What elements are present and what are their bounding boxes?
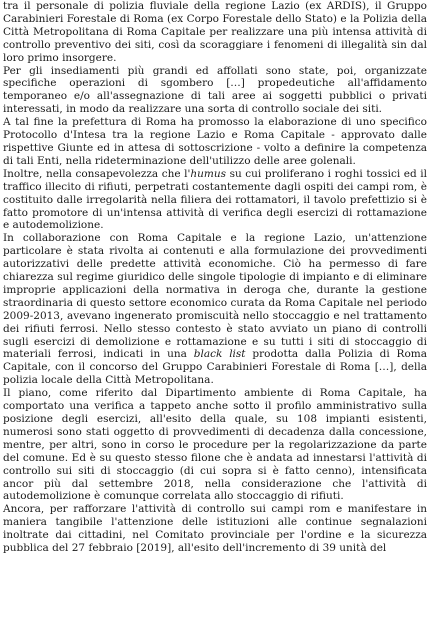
text-run: Per gli insediamenti più grandi ed affollati sono state, poi, organizzate specifiche operazioni di sgombero […] propedeutiche all'affidamento temporaneo e/o all'assegnazione di tali aree ai soggetti pubblici o privati interessati, in modo da realizzare una sorta di controllo sociale dei siti. — [3, 64, 427, 116]
paragraph-1 — [3, 0, 427, 65]
paragraph-7 — [3, 503, 427, 555]
italic-text-run: black list — [193, 348, 246, 361]
text-run: tra il personale di polizia fluviale della regione Lazio (ex ARDIS), il Gruppo Carabinieri Forestale di Roma (ex Corpo Forestale dello Stato) e la Polizia della Città Metropolitana di Roma Capitale per realizzare una più intensa attività di controllo preventivo dei siti, così da scoraggiare i fenomeni di illegalità sin dal loro primo insorgere. — [3, 0, 427, 64]
text-run: A tal fine la prefettura di Roma ha promosso la elaborazione di uno specifico Protocollo d'Intesa tra la regione Lazio e Roma Capitale - approvato dalle rispettive Giunte ed in attesa di sottoscrizione - volto a definire la competenza di tali Enti, nella rideterminazione dell'utilizzo delle aree golenali. — [3, 116, 427, 167]
paragraph-4 — [3, 168, 427, 233]
paragraph-3 — [3, 116, 427, 168]
italic-text-run: humus — [190, 167, 227, 180]
text-run: Inoltre, nella consapevolezza che l' — [3, 167, 191, 180]
paragraph-5 — [3, 232, 427, 387]
text-run: Il piano, come riferito dal Dipartimento ambiente di Roma Capitale, ha comportato una verifica a tappeto anche sotto il profilo amministrativo sulla posizione degli esercizi, all'esito della quale, su 108 impianti esistenti, numerosi sono stati oggetto di provvedimenti di decadenza dalla concessione, mentre, per altri, sono in corso le procedure per la regolarizzazione da parte del comune. Ed è su questo stesso filone che è andata ad innestarsi l'attività di controllo sui siti di stoccaggio (di cui sopra si è fatto cenno), intensificata ancor più dal settembre 2018, nella considerazione che l'attività di autodemolizione è comunque correlata allo stoccaggio di rifiuti. — [3, 387, 427, 503]
paragraph-6 — [3, 387, 427, 503]
text-run: In collaborazione con Roma Capitale e la regione Lazio, un'attenzione particolare è stata rivolta ai contenuti e alla formulazione dei provvedimenti autorizzativi delle predette attività economiche. Ciò ha permesso di fare chiarezza sul regime giuridico delle singole tipologie di impianto e di eliminare improprie applicazioni della normativa in deroga che, durante la gestione straordinaria di questo settore economico curata da Roma Capitale nel periodo 2009-2013, avevano ingenerato promiscuità nello stoccaggio e nel trattamento dei rifiuti ferrosi. Nello stesso contesto è stato avviato un piano di controlli sugli esercizi di demolizione e rottamazione e su tutti i siti di stoccaggio di materiali ferrosi, indicati in una — [3, 232, 427, 361]
text-run: Ancora, per rafforzare l'attività di controllo sui campi rom e manifestare in maniera tangibile l'attenzione delle istituzioni alle continue segnalazioni inoltrate dai cittadini, nel Comitato provinciale per l'ordine e la sicurezza pubblica del 27 febbraio [2019], all'esito dell'incremento di 39 unità del — [3, 503, 427, 555]
text-run: prodotta dalla Polizia di Roma Capitale, con il concorso del Gruppo Carabinieri Forestale di Roma […], della polizia locale della Città Metropolitana. — [3, 348, 427, 387]
paragraph-2 — [3, 65, 427, 117]
text-run: su cui proliferano i roghi tossici ed il traffico illecito di rifiuti, perpetrati costantemente dagli ospiti dei campi rom, è costituito dalle irregolarità nella filiera dei rottamatori, il tavolo prefettizio si è fatto promotore di un'intensa attività di verifica degli esercizi di rottamazione e autodemolizione. — [3, 167, 427, 232]
